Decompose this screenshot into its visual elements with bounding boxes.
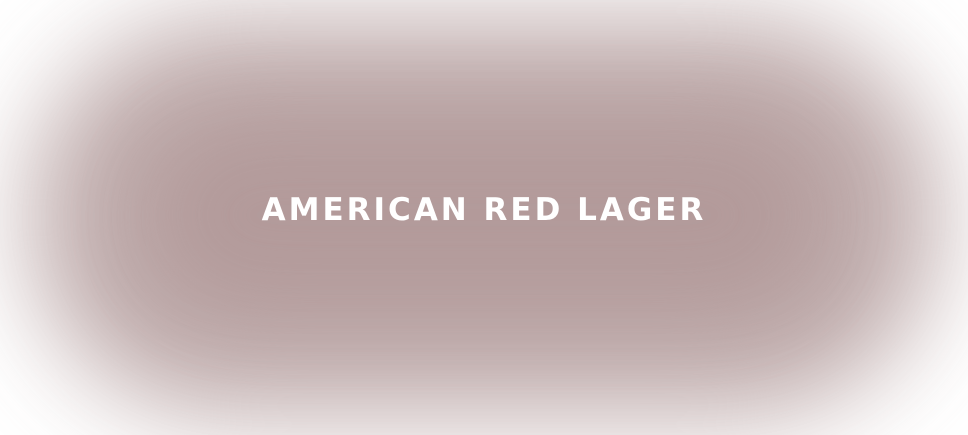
beer-style-title: AMERICAN RED LAGER <box>261 192 707 228</box>
